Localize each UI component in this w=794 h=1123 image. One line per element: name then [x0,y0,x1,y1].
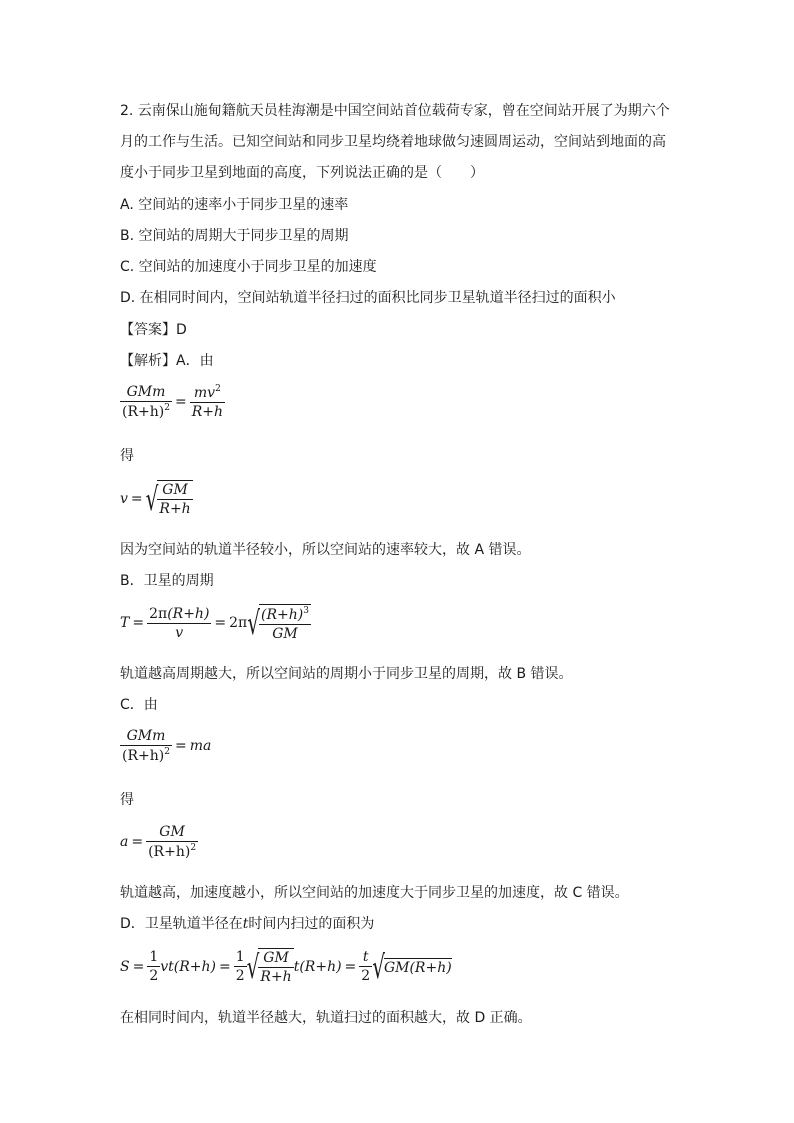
numerator-text: mv [193,385,216,401]
exponent: 2 [215,384,221,394]
square-root: √GM(R+h) [372,947,452,986]
numerator: GMm [120,384,172,402]
term: vt(R+h) [160,958,216,975]
denominator-text: (R+h) [148,844,191,860]
exponent: 2 [190,843,197,853]
d-head-variable: t [242,916,249,932]
denominator: R+h [260,969,292,985]
exponent: 2 [164,403,170,413]
formula-area: S = $\frac{1}{2}$ vt(R+h) = $\frac{1}{2}$ √ $\frac{GM}{R+h}$ t(R+h) = $\frac{t}{2}$ √GM(R+h) [120,947,452,986]
denominator [120,402,172,420]
lhs: a [120,834,129,850]
formula-gravity-acceleration: $\frac{\text{GMm}}{(R+h)^2}$ = ma [122,728,212,764]
numerator [147,606,211,624]
d-head-pre: D．卫星轨道半径在 [120,916,243,932]
analysis-b-head: B．卫星的周期 [120,573,214,589]
option-a: A. 空间站的速率小于同步卫星的速率 [120,197,349,213]
denominator [120,746,172,764]
lhs: S [120,958,130,975]
analysis-b-conclusion: 轨道越高周期越大，所以空间站的周期小于同步卫星的周期，故 B 错误。 [120,666,573,682]
term: t(R+h) [293,958,342,975]
denominator: R+h [159,501,191,517]
coefficient: 2π [149,605,168,622]
coefficient: 2π [229,615,248,631]
fraction [120,384,172,420]
square-root: √ $\frac{GM}{R+h}$ [246,947,292,986]
square-root: √ $\frac{(R+h)^3}{GM}$ [247,603,309,643]
denominator: R+h [191,404,223,420]
denominator-text: (R+h) [122,404,165,420]
square-root: √ $\frac{GM}{R+h}$ [145,479,191,518]
lhs: v [120,490,128,507]
fraction [147,606,211,641]
analysis-c-head: C．由 [120,697,158,713]
denominator [146,842,198,860]
option-b: B. 空间站的周期大于同步卫星的周期 [120,228,349,244]
fraction [259,606,311,642]
fraction [258,950,293,985]
numerator: 1 [149,949,159,965]
exponent: 3 [303,606,309,616]
radicand: GM(R+h) [383,959,452,976]
formula-acceleration: a = $\frac{GM}{(R+h)^2}$ [120,824,197,860]
denominator-text: (R+h) [122,748,165,764]
denominator: v [175,624,184,641]
question-line-2: 月的工作与生活。已知空间站和同步卫星均绕着地球做匀速圆周运动，空间站到地面的高 [120,134,666,150]
denominator: 2 [235,968,245,984]
fraction [146,824,198,860]
rhs: ma [189,738,212,754]
fraction-half [147,949,160,984]
numerator [259,606,311,625]
option-d: D. 在相同时间内，空间站轨道半径扫过的面积比同步卫星轨道半径扫过的面积小 [120,290,616,306]
numerator: GM [258,950,293,968]
analysis-d-head [120,914,374,934]
numerator-text: (R+h) [261,607,304,623]
formula-period: T = $\frac{2\pi(R+h)}{v}$ = 2π√ $\frac{(R+h)^3}{GM}$ [120,603,309,643]
denominator: GM [272,626,298,642]
exponent: 2 [164,747,170,757]
option-c: C. 空间站的加速度小于同步卫星的加速度 [120,259,377,275]
fraction [157,482,192,517]
analysis-a-conclusion: 因为空间站的轨道半径较小，所以空间站的速率较大，故 A 错误。 [120,542,531,558]
de-text-1: 得 [120,448,134,464]
numerator: GM [146,824,198,842]
numerator [190,384,225,403]
analysis-d-conclusion: 在相同时间内，轨道半径越大，轨道扫过的面积越大，故 D 正确。 [120,1010,532,1026]
lhs: T [120,615,130,631]
numerator: t [359,949,372,967]
answer: 【答案】D [120,322,187,338]
fraction-half [234,949,247,984]
formula-velocity: v = √ $\frac{GM}{R+h}$ [120,479,191,518]
numerator: GM [157,482,192,500]
numerator: GMm [120,728,172,746]
formula-gravity-centripetal: $\frac{\text{GMm}}{(R+h)^2}$ = $\frac{mv^2}{R+h}$ [122,384,223,420]
denominator: 2 [361,968,371,984]
paren-term: (R+h) [167,605,210,622]
question-line-1: 2. 云南保山施甸籍航天员桂海潮是中国空间站首位载荷专家，曾在空间站开展了为期六个 [120,103,670,119]
analysis-intro: 【解析】A．由 [120,353,214,369]
fraction [120,728,172,764]
denominator: 2 [149,968,159,984]
fraction [359,949,372,984]
numerator: 1 [235,949,245,965]
analysis-c-conclusion: 轨道越高，加速度越小，所以空间站的加速度大于同步卫星的加速度，故 C 错误。 [120,885,629,901]
d-head-post: 时间内扫过的面积为 [248,916,375,932]
question-line-3: 度小于同步卫星到地面的高度，下列说法正确的是（ ） [120,165,484,181]
de-text-2: 得 [120,792,134,808]
fraction [190,384,225,420]
